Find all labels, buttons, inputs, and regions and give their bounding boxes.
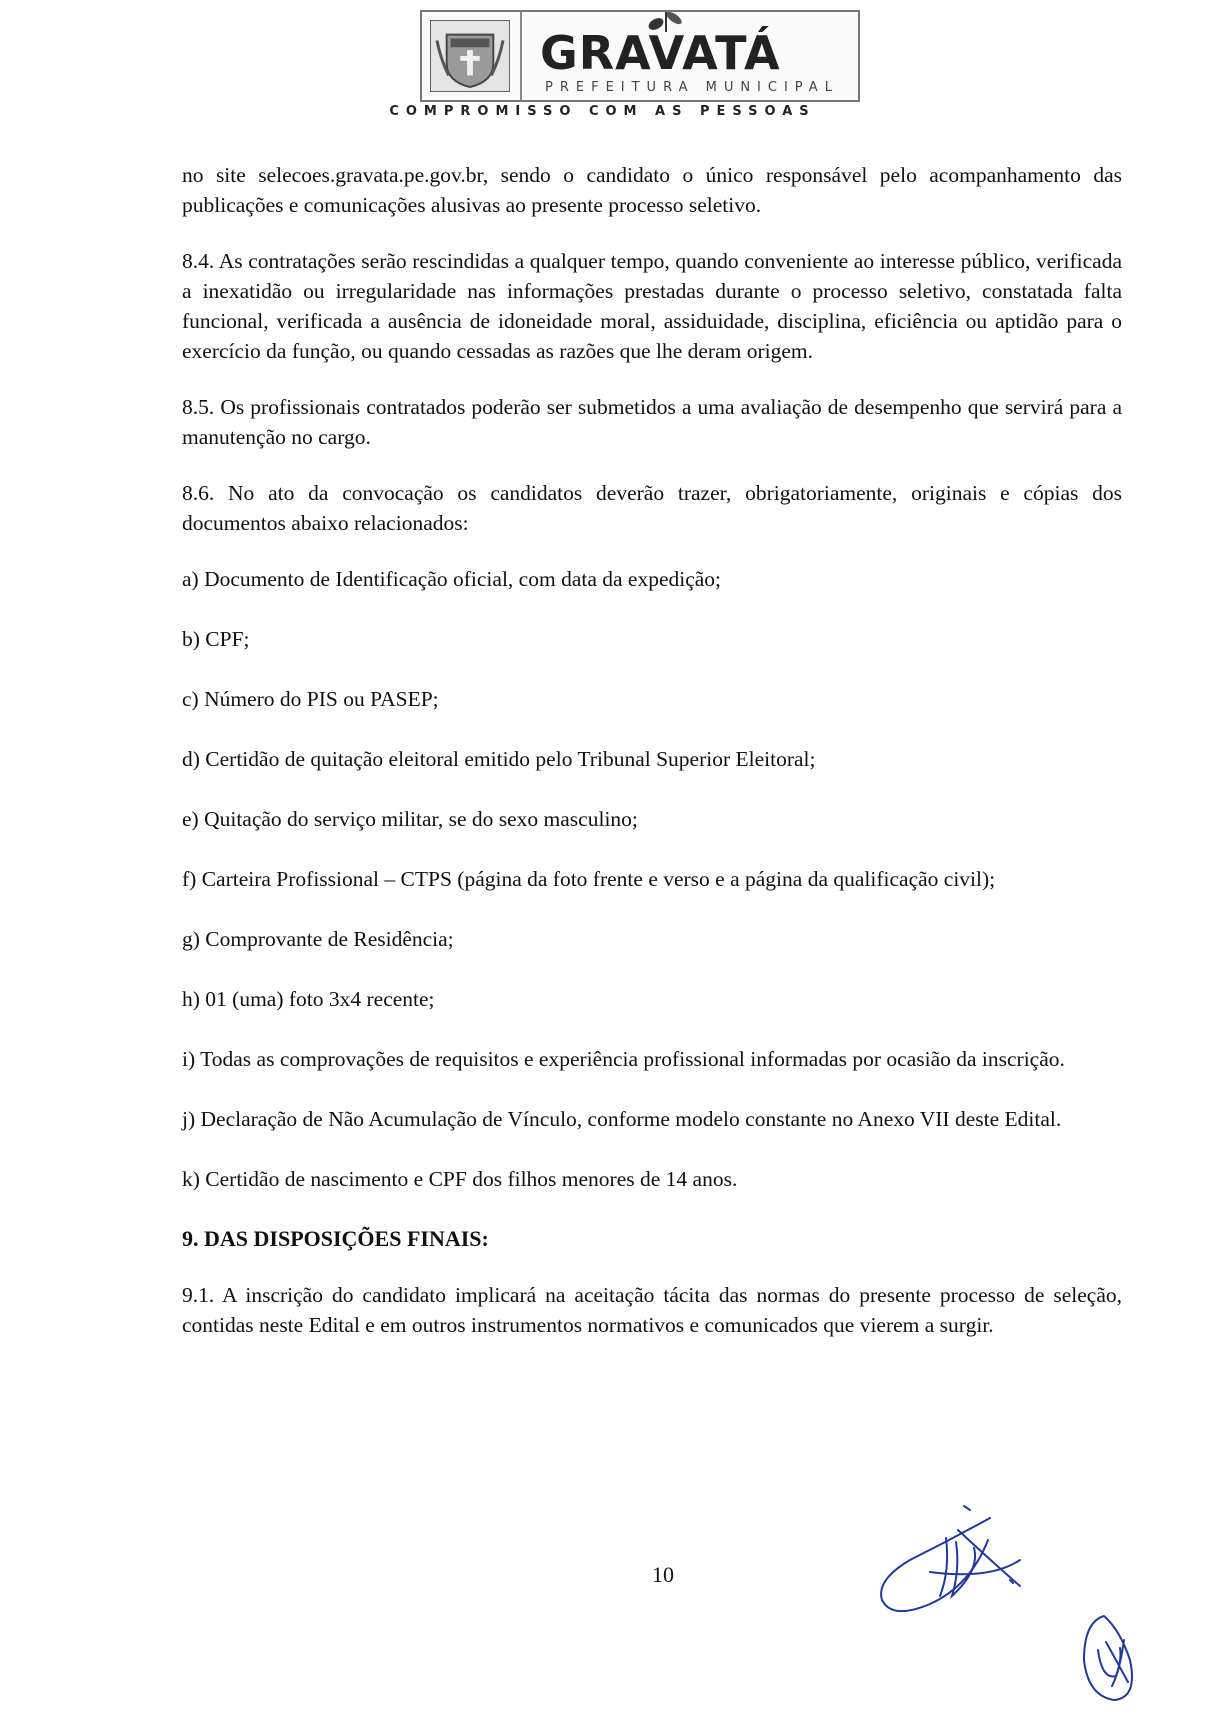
paragraph-intro: no site selecoes.gravata.pe.gov.br, sendo o candidato o único responsável pelo acompanhamento das publicações e comunicações alusivas ao presente processo seletivo.: [182, 163, 1122, 217]
city-crest-icon: [430, 20, 510, 92]
list-item: f) Carteira Profissional – CTPS (página da foto frente e verso e a página da qualificação civil);: [182, 867, 996, 891]
paragraph-8-4: 8.4. As contratações serão rescindidas a qualquer tempo, quando conveniente ao interesse público, verificada a inexatidão ou irregularidade nas informações prestadas durante o processo seletivo, constatada falta funcional, verificada a ausência de idoneidade moral, assiduidade, disciplina, eficiência ou aptidão para o exercício da função, ou quando cessadas as razões que lhe deram origem.: [182, 249, 1122, 363]
municipal-logo: [420, 10, 860, 102]
paragraph-8-5: 8.5. Os profissionais contratados poderão ser submetidos a uma avaliação de desempenho que servirá para a manutenção no cargo.: [182, 395, 1122, 449]
list-item: h) 01 (uma) foto 3x4 recente;: [182, 987, 435, 1011]
page-number: 10: [652, 1562, 674, 1587]
list-item: d) Certidão de quitação eleitoral emitido pelo Tribunal Superior Eleitoral;: [182, 747, 816, 771]
section-heading: 9. DAS DISPOSIÇÕES FINAIS:: [182, 1226, 489, 1251]
letterhead: [0, 0, 1205, 130]
brand-name: GRAVATÁ: [540, 26, 781, 80]
list-item: g) Comprovante de Residência;: [182, 927, 454, 951]
paragraph-9-1: 9.1. A inscrição do candidato implicará na aceitação tácita das normas do presente processo de seleção, contidas neste Edital e em outros instrumentos normativos e comunicados que vierem a surgir.: [182, 1283, 1122, 1337]
list-item: c) Número do PIS ou PASEP;: [182, 687, 439, 711]
list-item: b) CPF;: [182, 627, 250, 651]
brand-subtitle: PREFEITURA MUNICIPAL: [545, 80, 839, 95]
handwritten-signature: [870, 1500, 1190, 1710]
slogan: COMPROMISSO COM AS PESSOAS: [389, 104, 816, 119]
logo-divider: [520, 12, 522, 100]
document-body: [182, 160, 1122, 1340]
paragraph-8-6: 8.6. No ato da convocação os candidatos deverão trazer, obrigatoriamente, originais e cópias dos documentos abaixo relacionados:: [182, 481, 1122, 535]
list-item: j) Declaração de Não Acumulação de Vínculo, conforme modelo constante no Anexo VII deste Edital.: [182, 1107, 1062, 1131]
list-item: a) Documento de Identificação oficial, com data da expedição;: [182, 567, 722, 591]
list-item: k) Certidão de nascimento e CPF dos filhos menores de 14 anos.: [182, 1167, 738, 1191]
list-item: e) Quitação do serviço militar, se do sexo masculino;: [182, 807, 638, 831]
list-item: i) Todas as comprovações de requisitos e experiência profissional informadas por ocasião da inscrição.: [182, 1047, 1065, 1071]
